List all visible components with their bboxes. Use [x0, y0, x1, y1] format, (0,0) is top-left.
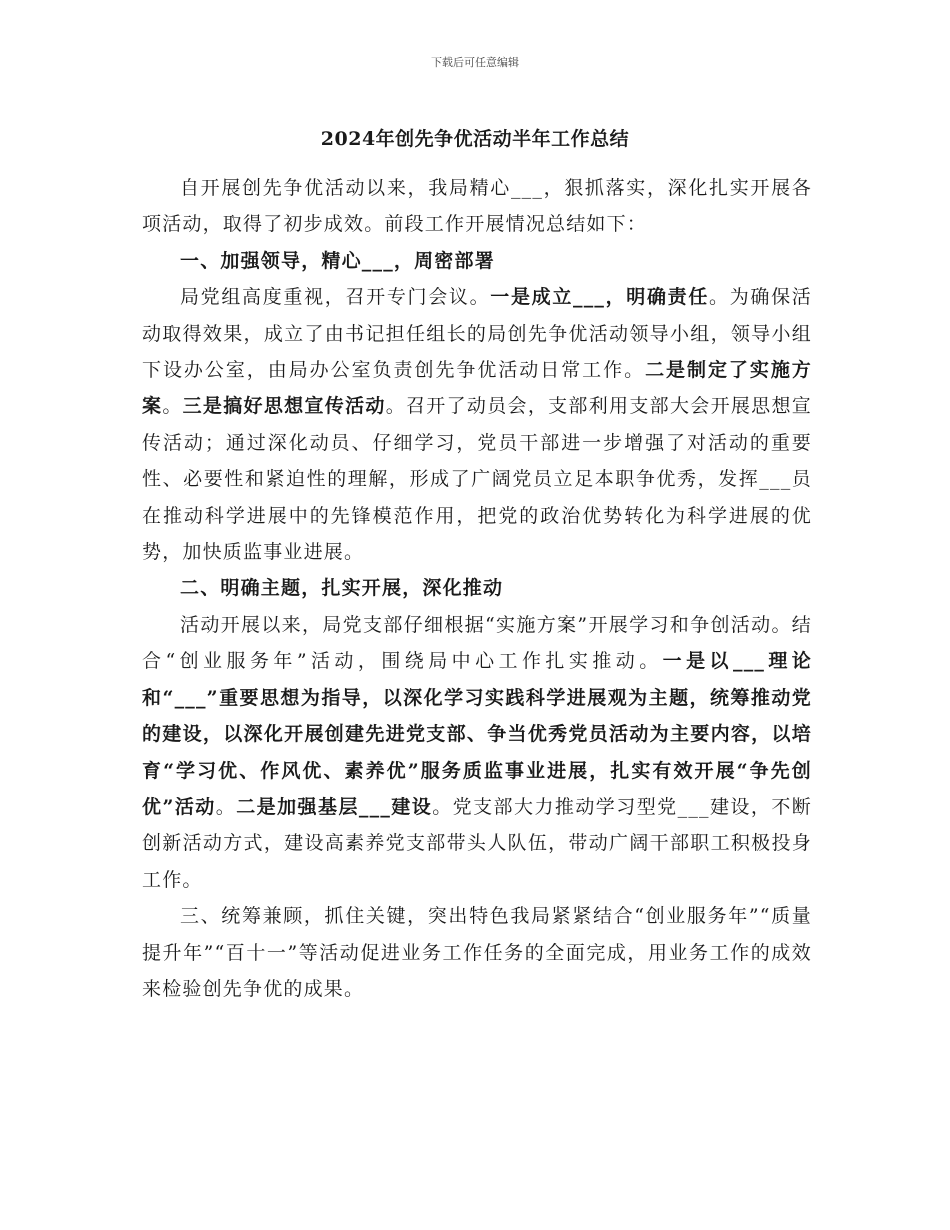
section-2-bold-1: 一是以___理论和“___”重要思想为指导，以深化学习实践科学进展观为主题，统筹推动党的建设，以深化开展创建先进党支部、争当优秀党员活动为主要内容，以培育“学习优、作风优、素养优”服务质监事业进展，扎实有效开展“争先创优”活动 [142, 650, 812, 818]
intro-paragraph: 自开展创先争优活动以来，我局精心___，狠抓落实，深化扎实开展各项活动，取得了初步成效。前段工作开展情况总结如下： [142, 177, 812, 236]
section-2-text-2: 。 [215, 795, 237, 818]
section-2-heading: 二、明确主题，扎实开展，深化推动 [180, 577, 504, 600]
section-1-text-3: 。 [162, 395, 183, 418]
section-2-bold-2: 二是加强基层___建设 [236, 795, 433, 818]
section-1-bold-1: 一是成立___，明确责任 [490, 286, 710, 309]
section-1-text-2: 。为确保活动取得效果，成立了由书记担任组长的局创先争优活动领导小组，领导小组下设办公室，由局办公室负责创先争优活动日常工作。 [142, 286, 812, 382]
document-body [142, 170, 812, 1007]
section-1-paragraph [142, 279, 812, 570]
section-1-bold-3: 三是搞好思想宣传活动 [182, 395, 386, 418]
header-note: 下载后可任意编辑 [431, 56, 519, 69]
section-2-paragraph [142, 607, 812, 898]
section-1-text-1: 局党组高度重视，召开专门会议。 [180, 286, 491, 309]
section-1-text-4: 。召开了动员会，支部利用支部大会开展思想宣传活动；通过深化动员、仔细学习，党员干部进一步增强了对活动的重要性、必要性和紧迫性的理解，形成了广阔党员立足本职争优秀，发挥___员在推动科学进展中的先锋模范作用，把党的政治优势转化为科学进展的优势，加快质监事业进展。 [142, 395, 812, 564]
document-title: 2024年创先争优活动半年工作总结 [320, 128, 630, 150]
section-1-bold-2: 二是制定了实施方案 [142, 359, 812, 418]
section-2-text-3: 。党支部大力推动学习型党___建设，不断创新活动方式，建设高素养党支部带头人队伍，带动广阔干部职工积极投身工作。 [142, 795, 812, 891]
section-3-paragraph: 三、统筹兼顾，抓住关键，突出特色我局紧紧结合“创业服务年”“质量提升年”“百十一”等活动促进业务工作任务的全面完成，用业务工作的成效来检验创先争优的成果。 [142, 905, 812, 1000]
section-1-heading: 一、加强领导，精心___，周密部署 [180, 249, 495, 272]
section-2-text-1: 活动开展以来，局党支部仔细根据“实施方案”开展学习和争创活动。结合“创业服务年”活动，围绕局中心工作扎实推动。 [142, 613, 812, 673]
